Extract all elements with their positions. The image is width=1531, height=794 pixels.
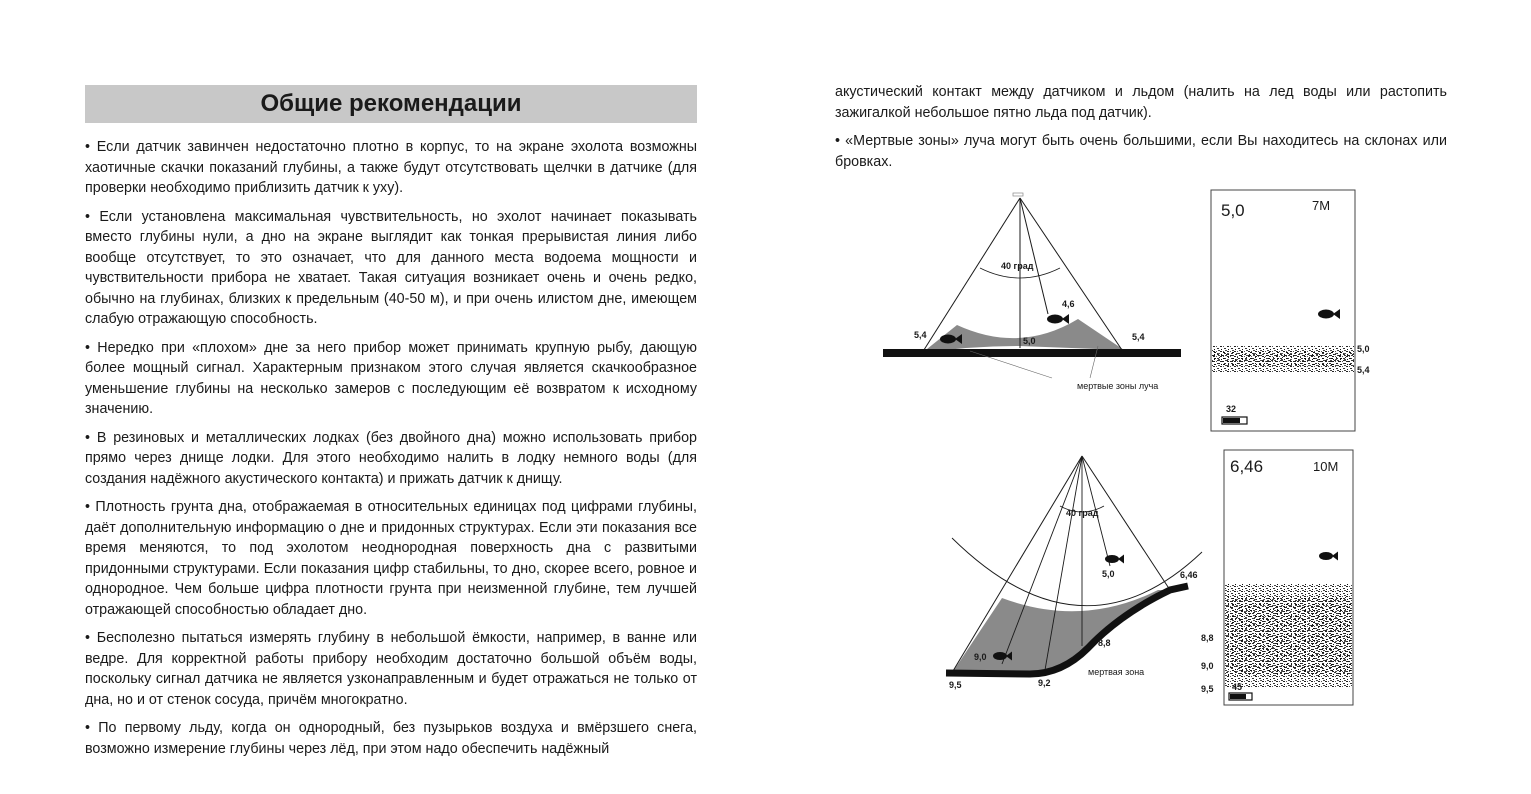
center-depth-label: 5,0 (1023, 336, 1036, 346)
dead-zone-caption: мертвая зона (1088, 667, 1145, 677)
screen-mark: 9,0 (1201, 661, 1214, 671)
bottom-depth-label: 9,5 (949, 680, 962, 690)
screen-range: 7М (1312, 198, 1331, 213)
top-beam-diagram (883, 193, 1181, 391)
bottom-echo (1225, 596, 1352, 676)
paragraph: акустический контакт между датчиком и льдом (налить на лед воды или растопить зажигалкой небольшое пятно льда под датчик). (835, 84, 1447, 121)
screen-mark: 9,5 (1201, 684, 1214, 694)
bottom-echo (1212, 352, 1354, 366)
transducer-mark (1013, 193, 1023, 196)
page-title: Общие рекомендации (260, 90, 522, 117)
paragraph: • Бесполезно пытаться измерять глубину в небольшой ёмкости, например, в ванне или ведре. Для корректной работы прибору необходим достаточно большой объём воды, поскольку сигнал датчика не является узконаправленным и будет отражаться не только от дна, но и от стенок сосуда, причём многократно. (85, 630, 697, 708)
angle-label: 40 град (1066, 508, 1099, 518)
screen-mark: 5,0 (1357, 344, 1370, 354)
battery-level (1230, 694, 1246, 699)
sonar-illustration (870, 186, 1370, 716)
bottom-echo-screen (1201, 450, 1353, 705)
right-depth-label: 5,4 (1132, 332, 1145, 342)
left-depth-label: 5,4 (914, 330, 927, 340)
bottom-line (883, 349, 1181, 357)
beam-edge-right (1082, 456, 1170, 590)
screen-density: 32 (1226, 404, 1237, 414)
right-column (835, 82, 1447, 180)
screen-depth: 5,0 (1221, 201, 1245, 220)
paragraph: • Плотность грунта дна, отображаемая в относительных единицах под цифрами глубины, даёт дополнительную информацию о дне и придонных структурах. Если эти показания все время меняются, то под эхолотом неоднородная поверхность дна с развитыми придонными структурами. Если показания цифр стабильны, то дно, скорее всего, ровное и однородное. Чем больше цифра плотности грунта при неизменной глубине, тем лучшей отражающей способностью обладает дно. (85, 499, 697, 618)
fish-icon (1047, 314, 1069, 324)
angle-label: 40 град (1001, 261, 1034, 271)
screen-density: 45 (1232, 682, 1243, 692)
dead-zone-caption: мертвые зоны луча (1077, 381, 1159, 391)
fish-depth-label: 4,6 (1062, 299, 1075, 309)
slope-depth-label: 8,8 (1098, 638, 1111, 648)
screen-mark: 5,4 (1357, 365, 1370, 375)
section-heading-bar (85, 85, 697, 123)
left-column (85, 137, 697, 767)
screen-mark: 8,8 (1201, 633, 1214, 643)
paragraph: • Если датчик завинчен недостаточно плотно в корпус, то на экране эхолота возможны хаотичные скачки показаний глубины, а также будут отсутствовать щелчки в датчике (для проверки необходимо приблизить датчик к уху). (85, 139, 697, 196)
paragraph: • По первому льду, когда он однородный, без пузырьков воздуха и вмёрзшего снега, возможно измерение глубины через лёд, при этом надо обеспечить надёжный (85, 720, 697, 757)
fish-depth-label: 9,0 (974, 652, 987, 662)
paragraph: • Если установлена максимальная чувствительность, но эхолот начинает показывать вместо глубины нули, а дно на экране выглядит как тонкая прерывистая линия либо вообще отсутствует, то это означает, что для данного места водоема мощности и чувствительности прибора не хватает. Такая ситуация возникает очень и очень редко, обычно на глубинах, близких к предельным (40-50 м), и при очень илистом дне, имеющем слабую отражающую способность. (85, 208, 697, 327)
paragraph: • «Мертвые зоны» луча могут быть очень большими, если Вы находитесь на склонах или бровках. (835, 133, 1447, 170)
paragraph: • Нередко при «плохом» дне за него прибор может принимать крупную рыбу, дающую более мощный сигнал. Характерным признаком этого случая является скачкообразное уменьшение глубины на несколько замеров с последующим её возвратом к исходному значению. (85, 339, 697, 417)
beam-edge-left (922, 198, 1020, 353)
fish-icon (1105, 555, 1124, 564)
screen-range: 10М (1313, 459, 1339, 474)
beam-ray (1020, 198, 1048, 314)
paragraph: • В резиновых и металлических лодках (без двойного дна) можно использовать прибор прямо через днище лодки. Для этого необходимо налить в лодку немного воды (для создания надёжного акустического контакта) и прижать датчик к днищу. (85, 429, 697, 487)
screen-frame (1211, 190, 1355, 431)
fish-depth-label: 5,0 (1102, 569, 1115, 579)
bottom-beam-diagram (946, 456, 1202, 690)
top-echo-screen (1211, 190, 1370, 431)
battery-level (1223, 418, 1240, 423)
right-edge-depth: 6,46 (1180, 570, 1198, 580)
bottom-depth-label: 9,2 (1038, 678, 1051, 688)
screen-depth: 6,46 (1230, 457, 1264, 476)
